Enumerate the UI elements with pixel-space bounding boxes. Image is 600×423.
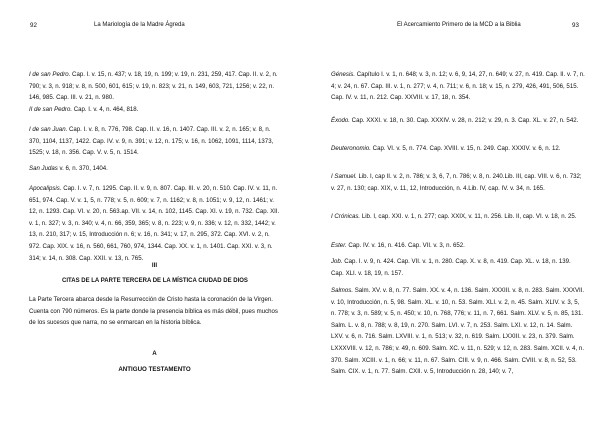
book-reference: I Samuel. (331, 173, 357, 180)
citation-text: Lib. I, cap II. v. 2, n. 786; v. 3, 6, 7, n. 786; v. 8, n. 240.Lib. III, cap. VIII. v. 6, n. 732; v. 27, n. 130; cap. XIX, v. 11, 12, Introducción, n. 4.Lib. IV, cap. IV. v. 34, n. 165. (331, 173, 582, 192)
citation-text: Cap. I. v. 7, n. 1295. Cap. II. v. 9, n. 807. Cap. III. v. 20, n. 510. Cap. IV. v. 11, n. 651, 974. Cap. V. v. 1, 5, n. 778; v. 5, n. 609; v. 7, n. 1162; v. 8, n. 1051; v. 9, 12, n. 1461; v. 12, n. 1293. Cap. VI. v. 20, n. 563.ap. VII. v. 14, n. 102, 1145. Cap. XI. v. 19, n. 732. Cap. XII. v. 1, n. 327; v. 3, n. 340; v. 4, n. 66, 359, 365; v. 8, n. 223; v. 9, n. 336; v. 12, n. 332, 1442; v. 13, n. 210, 317; v. 15, Introducción n. 6; v. 16, n. 341; v. 17, n. 295, 372. Cap. XVI. v. 2, n. 972. Cap. XIX. v. 16, n. 560, 661, 760, 974, 1344. Cap. XX. v. 1, n. 1401. Cap. XXI. v. 3, n. 314; v. 14, n. 308. Cap. XXII. v. 13, n. 765. (29, 185, 280, 262)
citation-paragraph (331, 115, 585, 127)
book-reference: Ester. (331, 242, 347, 249)
citation-paragraph (331, 211, 585, 223)
section-intro: La Parte Tercera abarca desde la Resurrección de Cristo hasta la coronación de la Virgen. Cuenta con 790 números. Es la parte donde la presencia bíblica es más débil, pues muchos de los sucesos que narra, no se enmarcan en la historia bíblica. (29, 296, 278, 327)
citation-paragraph (29, 183, 280, 264)
page-number: 92 (30, 22, 37, 29)
citation-text: Cap. I. v. 15, n. 437; v. 18, 19, n. 199; v. 19, n. 231, 259, 417. Cap. II. v. 2, n. 790; v. 3, n. 918; v. 8, n. 500, 601, 615; v. 19, n. 823; v. 21, n. 149, 603, 721, 1256; v. 22, n. 146, 985. Cap. III. v. 21, n. 980. (29, 71, 278, 102)
citation-paragraph (29, 104, 280, 116)
citation-paragraph (331, 285, 585, 378)
book-reference: II de san Pedro. (29, 106, 73, 113)
citation-paragraph (29, 124, 280, 159)
page-number: 93 (572, 22, 579, 29)
running-head: La Mariología de la Madre Ágreda (94, 22, 185, 28)
citation-text: Cap. XXXI. v. 18, n. 30. Cap. XXXIV. v. 28, n. 212; v. 29, n. 3. Cap. XL. v. 27, n. 542. (349, 117, 579, 124)
book-reference: Apocalipsis. (29, 185, 62, 192)
citation-paragraph (331, 143, 585, 155)
section-number: III (151, 262, 158, 269)
subsection-letter: A (152, 350, 157, 357)
book-reference: Job. (331, 258, 343, 265)
section-title: CITAS DE LA PARTE TERCERA DE LA MÍSTICA CIUDAD DE DIOS (62, 278, 248, 284)
citation-text: Cap. VI. v. 5, n. 774. Cap. XVIII. v. 15, n. 249. Cap. XXXIV. v. 6, n. 12. (370, 145, 561, 152)
citation-text: Cap. I. v. 4, n. 464, 818. (72, 106, 139, 113)
book-reference: Génesis. (331, 71, 356, 78)
citation-text: Salm. XV. v. 8, n. 77. Salm. XX. v. 4, n. 136. Salm. XXXIII. v. 8, n. 283. Salm. XXXVII. v. 10, Introducción, n. 5, 98. Salm. XL. v. 10, n. 53. Salm. XLI. v. 2, n. 45. Salm. XLIV. v. 3, 5, n. 778; v. 3, n. 589; v. 5, n. 450; v. 10, n. 768, 776; v. 11, n. 7, 661. Salm. XLV. v. 5, n. 85, 131. Salm. L. v. 8, n. 788; v. 8, 19, n. 270. Salm. LVI. v. 7, n. 253. Salm. LXI. v. 12, n. 14. Salm. LXV. v. 6, n. 716. Salm. LXVIII. v. 1, n. 513; v. 32, n. 619. Salm. LXXIII. v. 23, n. 379. Salm. LXXXVIII. v. 12, n. 786; v. 49, n. 609. Salm. XC. v. 11, n. 529; v. 12, n. 283. Salm. XCII. v. 4, n. 370. Salm. XCIII. v. 1, n. 66; v. 11, n. 67. Salm. CIII. v. 9, n. 466. Salm. CVIII. v. 8, n. 52, 53. Salm. CIX. v. 1, n. 77. Salm. CXII. v. 5, Introducción n. 28, 140; v. 7, (331, 287, 585, 376)
book-reference: I de san Pedro. (29, 71, 71, 78)
citation-text: Capítulo I. v. 1, n. 648; v. 3, n. 12; v. 6, 9, 14, 27, n. 649; v. 27, n. 419. Cap. II. v. 7, n. 4; v. 24, n. 67. Cap. III. v. 1, n. 277; v. 4, n. 711; v. 6, n. 18; v. 15, n. 279, 426, 491, 506, 515. Cap. IV. v. 11, n. 212. Cap. XXVIII. v. 17, 18, n. 354. (331, 71, 585, 102)
book-reference: San Judas (29, 165, 58, 172)
book-reference: I Crónicas. (331, 213, 361, 220)
citation-paragraph (29, 163, 280, 175)
citation-paragraph (331, 171, 585, 194)
citation-paragraph (331, 240, 585, 252)
running-head: El Acercamiento Primero de la MCD a la Biblia (397, 22, 521, 28)
citation-paragraph (331, 69, 585, 104)
book-reference: Deuteronomio. (331, 145, 371, 152)
citation-paragraph (331, 256, 585, 279)
subsection-title: ANTIGUO TESTAMENTO (118, 366, 191, 373)
citation-text: v. 6, n. 370, 1404. (57, 165, 108, 172)
book-reference: I de san Juan. (29, 126, 68, 133)
citation-text: Cap. I. v. 9, n. 424. Cap. VII. v. 1, n. 280. Cap. X. v. 8, n. 419. Cap. XL. v. 18, n. 139. Cap. XLI. v. 18, 19, n. 157. (331, 258, 571, 277)
book-reference: Éxodo. (331, 117, 350, 124)
citation-text: Cap. I. v. 8, n. 776, 798. Cap. II. v. 16, n. 1407. Cap. III. v. 2, n. 165; v. 8, n. 370, 1104, 1137, 1422. Cap. IV. v. 9, n. 391; v. 12, n. 175; v. 16, n. 1062, 1091, 1114, 1373, 1525; v. 18, n. 356. Cap. V. v. 5, n. 1514. (29, 126, 274, 157)
citation-text: Cap. IV. v. 16, n. 416. Cap. VII. v. 3, n. 652. (346, 242, 465, 249)
citation-text: Lib. I, cap. XXI. v. 1, n. 277; cap. XXIX, v. 11, n. 256. Lib. II, cap. VI. v. 18, n. 25. (360, 213, 577, 220)
book-reference: Salmos. (331, 287, 354, 294)
citation-paragraph (29, 69, 280, 104)
